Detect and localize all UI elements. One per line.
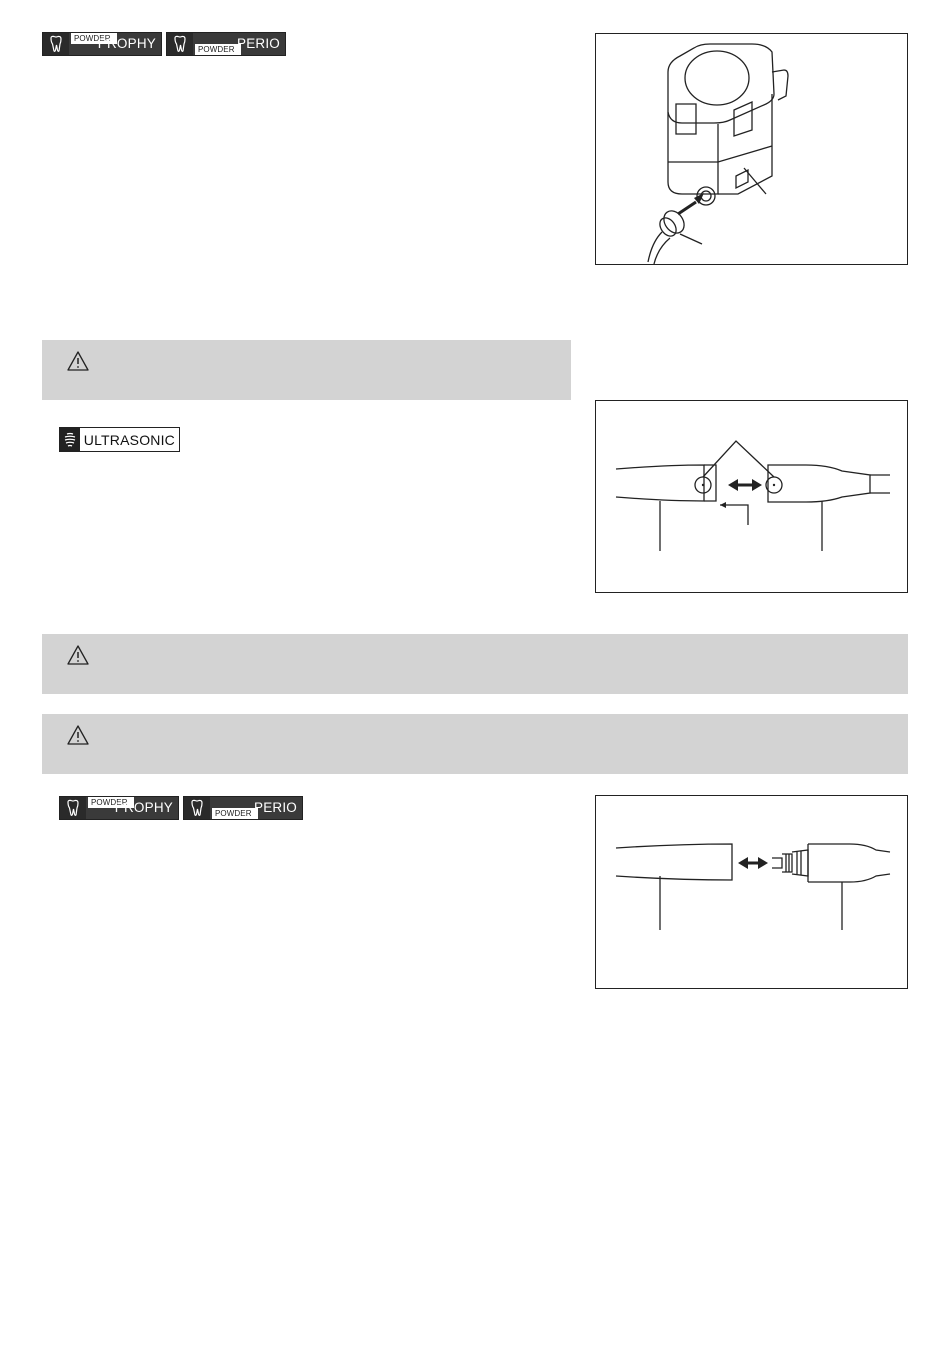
warning-triangle-icon — [66, 724, 90, 746]
powder-prophy-badge — [59, 796, 179, 820]
ultrasonic-label: ULTRASONIC — [83, 431, 175, 448]
tooth-icon — [184, 797, 210, 819]
ultrasonic-handpiece-illustration — [596, 401, 909, 594]
warning-box — [42, 634, 908, 694]
powder-handpiece-figure — [595, 795, 908, 989]
badge-main-label: PROPHY — [114, 800, 173, 815]
powder-chamber-illustration — [596, 34, 909, 266]
ultrasonic-badge — [59, 427, 180, 452]
powder-perio-badge — [183, 796, 303, 820]
ultrasonic-handpiece-figure — [595, 400, 908, 593]
tooth-icon — [60, 797, 86, 819]
powder-perio-badge — [166, 32, 286, 56]
badge-main-label: PERIO — [253, 800, 297, 815]
badge-sub-label: POWDER — [88, 797, 134, 808]
warning-box — [42, 714, 908, 774]
badge-sub-label: POWDER — [195, 44, 241, 55]
warning-triangle-icon — [66, 644, 90, 666]
powder-prophy-badge — [42, 32, 162, 56]
badge-main-label: PERIO — [236, 36, 280, 51]
ultrasonic-wave-icon — [60, 428, 80, 451]
tooth-icon — [167, 33, 193, 55]
badge-main-label: PROPHY — [97, 36, 156, 51]
tooth-icon — [43, 33, 69, 55]
powder-handpiece-illustration — [596, 796, 909, 990]
warning-triangle-icon — [66, 350, 90, 372]
warning-box — [42, 340, 571, 400]
badge-sub-label: POWDER — [71, 33, 117, 44]
powder-chamber-figure — [595, 33, 908, 265]
badge-sub-label: POWDER — [212, 808, 258, 819]
